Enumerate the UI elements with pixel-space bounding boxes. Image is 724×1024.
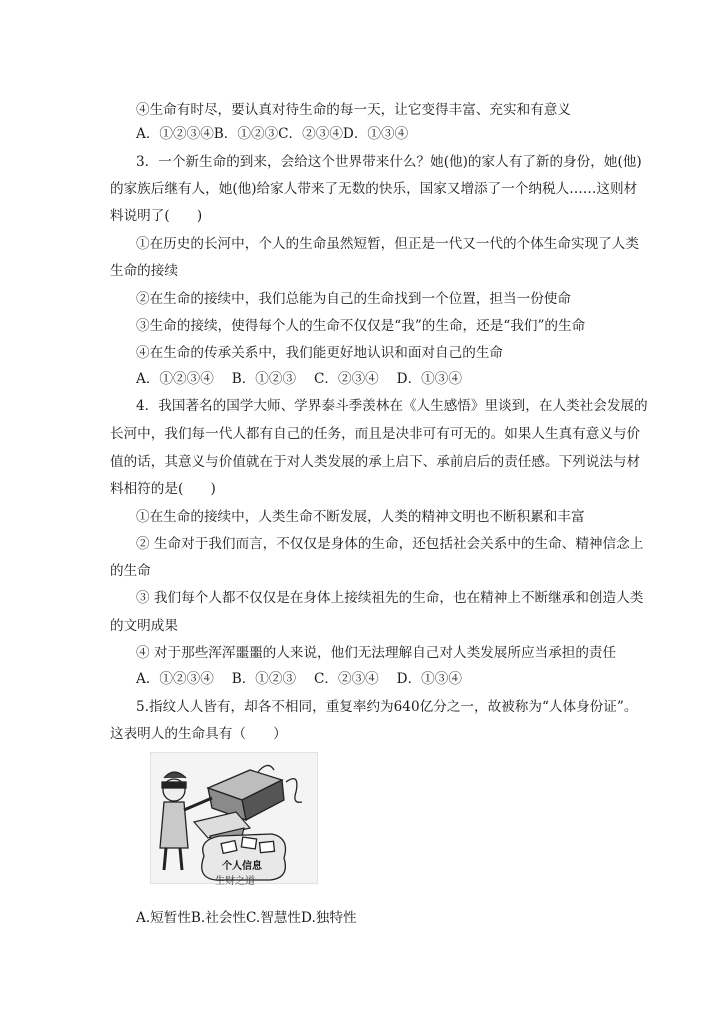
q4-option-2: ② 生命对于我们而言，不仅仅是身体的生命，还包括社会关系中的生命、精神信念上 [136,536,644,552]
q3-option-3: ③生命的接续，使得每个人的生命不仅仅是“我”的生命，还是“我们”的生命 [136,318,586,334]
q5-stem-line2: 这表明人的生命具有（ ） [110,726,287,742]
q4-stem-line1: 4．我国著名的国学大师、学界泰斗季羡林在《人生感悟》里谈到，在人类社会发展的 [136,398,648,414]
q4-option-1: ①在生命的接续中，人类生命不断发展，人类的精神文明也不断积累和丰富 [136,509,585,525]
q4-option-2-cont: 的生命 [110,563,151,579]
q4-option-3: ③ 我们每个人都不仅仅是在身体上接续祖先的生命，也在精神上不断继承和创造人类 [136,590,644,606]
q2-answer-choices: A．①②③④B．①②③C．②③④D．①③④ [136,126,409,142]
q4-stem-line4: 料相符的是( ) [110,481,216,497]
q4-stem-line2: 长河中，我们每一代人都有自己的任务，而且是决非可有可无的。如果人生真有意义与价 [110,426,641,442]
q5-answer-choices: A.短暂性B.社会性C.智慧性D.独特性 [136,910,357,926]
q4-option-3-cont: 的文明成果 [110,618,178,634]
q4-option-4: ④ 对于那些浑浑噩噩的人来说，他们无法理解自己对人类发展所应当承担的责任 [136,645,617,661]
q3-option-1: ①在历史的长河中，个人的生命虽然短暂，但正是一代又一代的个体生命实现了人类 [136,236,639,252]
q4-answer-choices: A．①②③④ B．①②③ C．②③④ D．①③④ [136,671,462,687]
q3-stem-line3: 料说明了( ) [110,208,203,224]
figure-caption: 生财之道 [215,876,255,887]
q2-option-4: ④生命有时尽，要认真对待生命的每一天，让它变得丰富、充实和有意义 [136,102,571,118]
q3-option-1-cont: 生命的接续 [110,263,178,279]
q3-stem-line2: 的家族后继有人，她(他)给家人带来了无数的快乐，国家又增添了一个纳税人……这则材 [110,181,638,197]
q5-stem-line1: 5.指纹人人皆有，却各不相同，重复率约为640亿分之一，故被称为“人体身份证”。 [136,699,638,715]
q4-stem-line3: 值的话，其意义与价值就在于对人类发展的承上启下、承前启后的责任感。下列说法与材 [110,454,641,470]
cartoon-illustration [150,752,318,884]
bag-label: 个人信息 [222,861,262,872]
q3-answer-choices: A．①②③④ B．①②③ C．②③④ D．①③④ [136,371,462,387]
q3-option-2: ②在生命的接续中，我们总能为自己的生命找到一个位置，担当一份使命 [136,291,571,307]
q3-stem-line1: 3．一个新生命的到来，会给这个世界带来什么？她(他)的家人有了新的身份，她(他) [136,154,642,170]
q3-option-4: ④在生命的传承关系中，我们能更好地认识和面对自己的生命 [136,345,504,361]
